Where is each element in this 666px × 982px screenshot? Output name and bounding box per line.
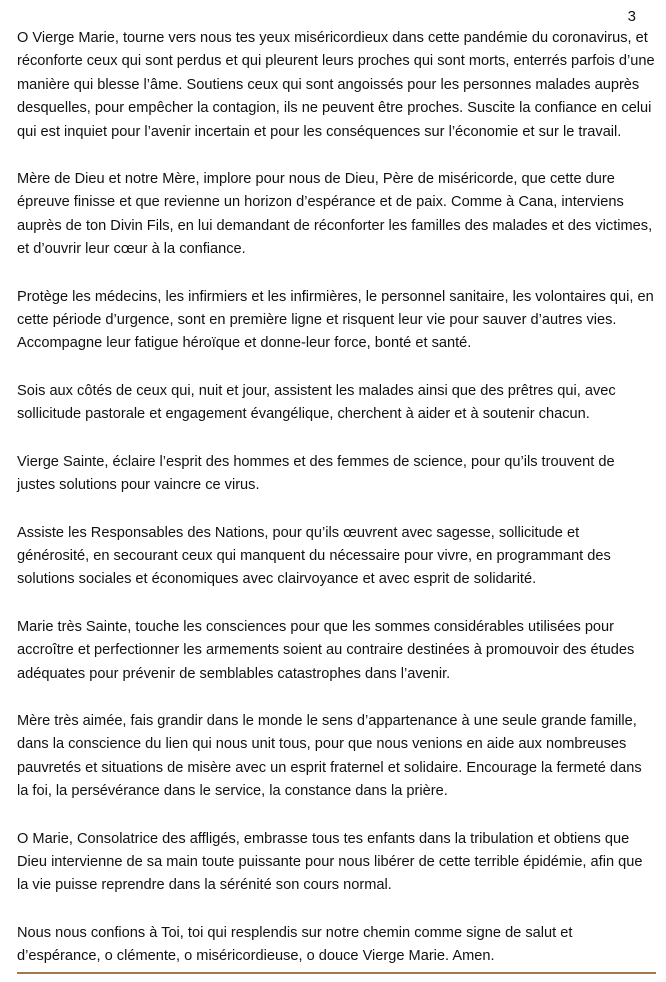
paragraph-5: Vierge Sainte, éclaire l’esprit des hommes et des femmes de science, pour qu’ils trouvent de justes solutions pour vaincre ce virus.: [17, 453, 615, 494]
paragraph-4: Sois aux côtés de ceux qui, nuit et jour, assistent les malades ainsi que des prêtres qui, avec sollicitude pastorale et engagement évangélique, cherchent à aider et à soutenir chacun.: [17, 382, 616, 423]
paragraph-9: O Marie, Consolatrice des affligés, embrasse tous tes enfants dans la tribulation et obtiens que Dieu intervienne de sa main toute puissante pour nous libérer de cette terrible épidémie, afin que la vie puisse reprendre dans la sérénité son cours normal.: [17, 830, 643, 894]
document-body: [17, 27, 655, 969]
paragraph-10: Nous nous confions à Toi, toi qui resplendis sur notre chemin comme signe de salut et d’espérance, o clémente, o miséricordieuse, o douce Vierge Marie. Amen.: [17, 924, 573, 965]
page-number: 3: [627, 8, 636, 25]
paragraph-3: Protège les médecins, les infirmiers et les infirmières, le personnel sanitaire, les volontaires qui, en cette période d’urgence, sont en première ligne et risquent leur vie pour sauver d’autres vies. Accompagne leur fatigue héroïque et donne-leur force, bonté et santé.: [17, 288, 654, 352]
paragraph-2: Mère de Dieu et notre Mère, implore pour nous de Dieu, Père de miséricorde, que cette dure épreuve finisse et que revienne un horizon d’espérance et de paix. Comme à Cana, interviens auprès de ton Divin Fils, en lui demandant de réconforter les familles des malades et des victimes, et d’ouvrir leur cœur à la confiance.: [17, 171, 653, 258]
paragraph-8: Mère très aimée, fais grandir dans le monde le sens d’appartenance à une seule grande famille, dans la conscience du lien qui nous unit tous, pour que nous venions en aide aux nombreuses pauvretés et situations de misère avec un esprit fraternel et solidaire. Encourage la fermeté dans la foi, la persévérance dans le service, la constance dans la prière.: [17, 712, 642, 800]
paragraph-6: Assiste les Responsables des Nations, pour qu’ils œuvrent avec sagesse, sollicitude et générosité, en secourant ceux qui manquent du nécessaire pour vivre, en programmant des solutions sociales et économiques avec clairvoyance et avec esprit de solidarité.: [17, 524, 611, 588]
paragraph-1: O Vierge Marie, tourne vers nous tes yeux miséricordieux dans cette pandémie du coronavirus, et réconforte ceux qui sont perdus et qui pleurent leurs proches qui sont morts, enterrés parfois d’une manière qui blesse l’âme. Soutiens ceux qui sont angoissés pour les personnes malades auprès desquelles, pour empêcher la contagion, ils ne peuvent être proches. Suscite la confiance en celui qui est inquiet pour l’avenir incertain et pour les conséquences sur l’économie et sur le travail.: [17, 30, 655, 140]
paragraph-7: Marie très Sainte, touche les consciences pour que les sommes considérables utilisées pour accroître et perfectionner les armements soient au contraire destinées à promouvoir des études adéquates pour prévenir de semblables catastrophes dans l’avenir.: [17, 618, 635, 682]
footer-divider: [17, 972, 656, 974]
